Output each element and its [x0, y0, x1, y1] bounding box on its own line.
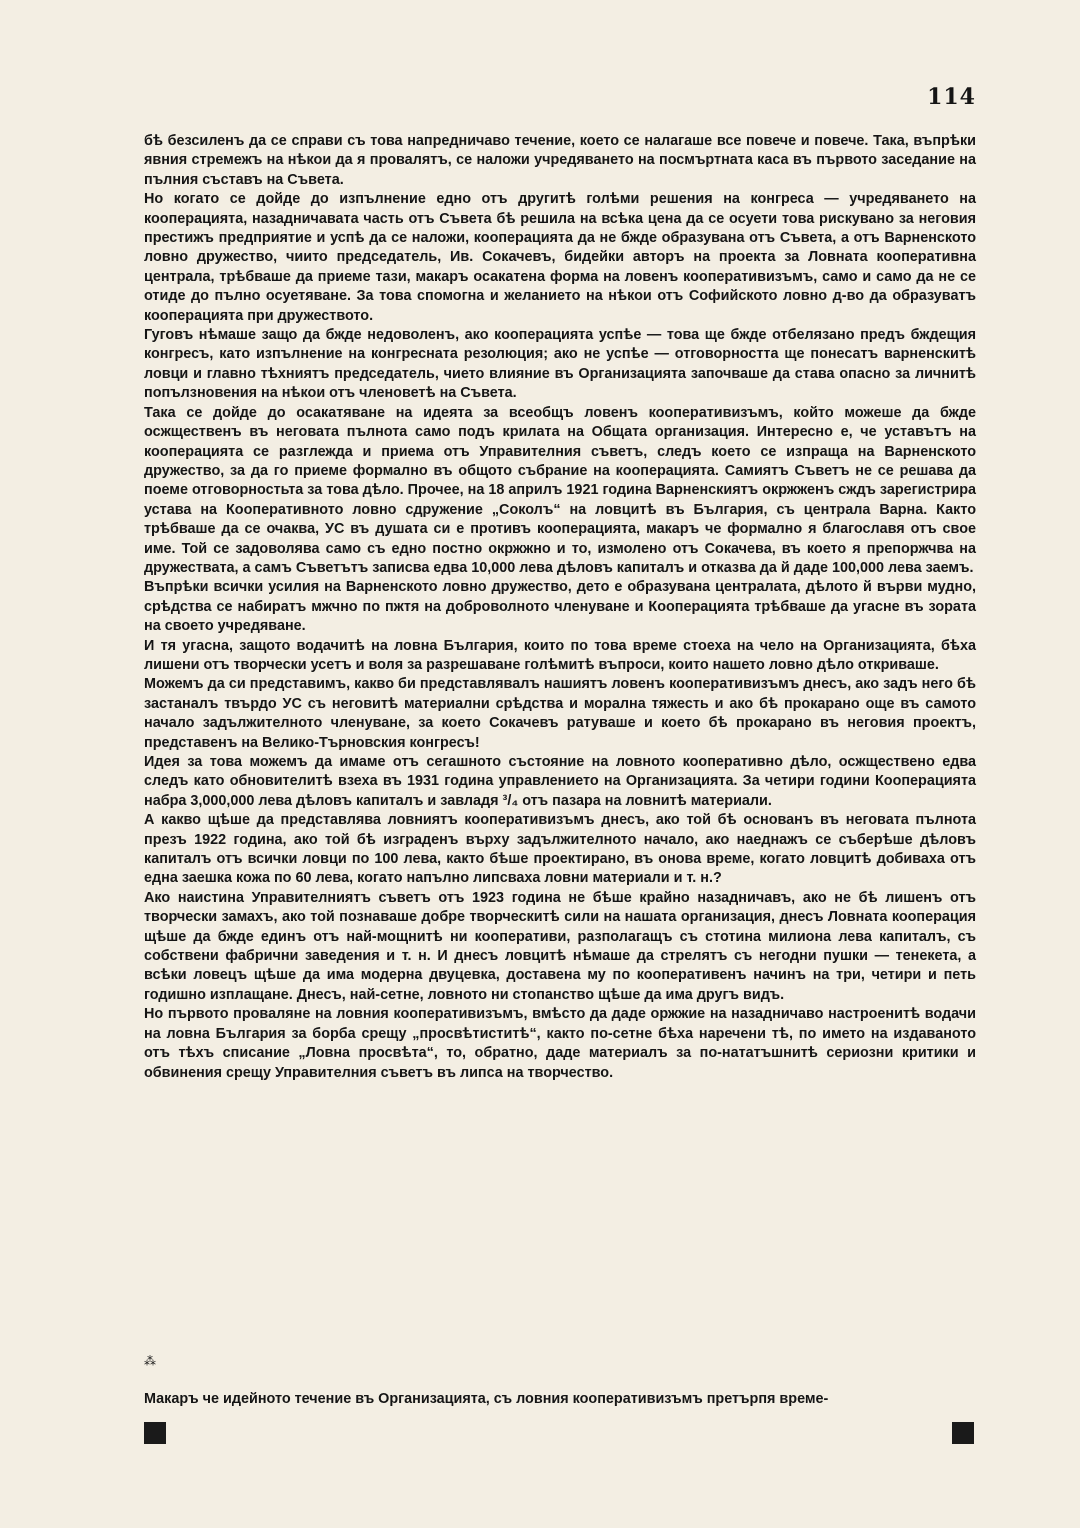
paragraph: Можемъ да си представимъ, какво би представлявалъ нашиятъ ловенъ кооперативизъмъ днесъ, ако задъ него бѣ застаналъ твърдо УС съ неговитѣ материални срѣдства и морална тяжесть и ако бѣ прокарано още въ самото начало задължителното членуване, за което Сокачевъ ратуваше и което бѣ прокарано въ неговия проектъ, представенъ на Велико-Търновския конгресъ! [144, 676, 976, 751]
registration-mark-left [144, 1422, 166, 1444]
body-text [144, 132, 976, 1083]
paragraph: Но когато се дойде до изпълнение едно отъ другитѣ голѣми решения на конгреса — учредяването на кооперацията, назадничавата часть отъ Съвета бѣ решила на всѣка цена да се осуети това рискувано за неговия престижъ предприятие и успѣ да се наложи, кооперацията да не бжде образувана отъ Съвета, а отъ Варненското ловно дружество, чиито председатель, Ив. Сокачевъ, бидейки авторъ на проекта за Ловната кооперативна централа, трѣбваше да приеме тази, макаръ осакатена форма на ловенъ кооперативизъмъ, само и само да не се отиде до пълно осуетяване. За това спомогна и желанието на нѣкои отъ Софийското ловно д-во да образуватъ кооперацията при дружеството. [144, 191, 976, 324]
paragraph: А какво щѣше да представлява ловниятъ кооперативизъмъ днесъ, ако той бѣ основанъ въ неговата пълнота презъ 1922 година, ако той бѣ изграденъ върху задължителното начало, ако наеднажъ се съберѣше дѣловъ капиталъ отъ всички ловци по 100 лева, както бѣше проектирано, въ онова време, когато ловцитѣ добиваха отъ една заешка кожа по 60 лева, когато напълно липсваха ловни материали и т. н.? [144, 812, 976, 887]
paragraph: Ако наистина Управителниятъ съветъ отъ 1923 година не бѣше крайно назадничавъ, ако не бѣ лишенъ отъ творчески замахъ, ако той познаваше добре творческитѣ сили на нашата организация, днесъ Ловната кооперация щѣше да бжде единъ отъ най-мощнитѣ ни кооперативи, разполагащъ съ стотина милиона лева капиталъ, съ собствени фабрични заведения и т. н. И днесъ ловцитѣ нѣмаше да стрелятъ съ негодни пушки — тенекета, а всѣки ловецъ щѣше да има модерна двуцевка, доставена му по кооперативенъ начинъ на три, четири и петь годишно изплащане. Днесъ, най-сетне, ловното ни стопанство щѣше да има другъ видъ. [144, 889, 976, 1003]
closing-text [144, 1390, 976, 1409]
section-ornament: ⁂ [144, 1354, 156, 1368]
paragraph: Гуговъ нѣмаше защо да бжде недоволенъ, ако кооперацията успѣе — това ще бжде отбелязано предъ бждещия конгресъ, като изпълнение на конгресната резолюция; ако не успѣе — отговорността ще понесатъ варненскитѣ ловци и главно тѣхниятъ председатель, чието влияние въ Организацията започваше да става опасно за личнитѣ попълзновения на нѣкои отъ членоветѣ на Съвета. [144, 327, 976, 402]
paragraph: Макаръ че идейното течение въ Организацията, съ ловния кооперативизъмъ претърпя време- [144, 1391, 829, 1407]
paragraph: Идея за това можемъ да имаме отъ сегашното състояние на ловното кооперативно дѣло, осжществено едва следъ като обновителитѣ взеха въ 1931 година управлението на Организацията. За четири години Кооперацията набра 3,000,000 лева дѣловъ капиталъ и завладя ³/₄ отъ пазара на ловнитѣ материали. [144, 754, 976, 809]
paragraph: Така се дойде до осакатяване на идеята за всеобщъ ловенъ кооперативизъмъ, който можеше да бжде осжщественъ въ неговата пълнота само подъ крилата на Общата организация. Интересно е, че уставътъ на кооперацията се разглежда и приема отъ Управителния съветъ, следъ което се изпраща на Варненското дружество, за да го приеме формално въ общото събрание на кооперацията. Самиятъ Съветъ не се решава да поеме отговорностьта за това дѣло. Прочее, на 18 априлъ 1921 година Варненскиятъ окржженъ сждъ зарегистрира устава на Кооперативното ловно сдружение „Соколъ“ на ловцитѣ въ България, съ централа Варна. Както трѣбваше да се очаква, УС въ душата си е противъ кооперацията, макаръ че формално я благославя отъ свое име. Той се задоволява само съ едно постно окржжно и то, измолено отъ Сокачева, въ което я препоржчва на дружествата, а самъ Съветътъ записва едва 10,000 лева дѣловъ капиталъ и отказва да й даде 100,000 лева заемъ. [144, 404, 976, 576]
paragraph: И тя угасна, защото водачитѣ на ловна България, които по това време стоеха на чело на Организацията, бѣха лишени отъ творчески усетъ и воля за разрешаване голѣмитѣ въпроси, които нашето ловно дѣло откриваше. [144, 637, 976, 673]
paragraph: Но първото проваляне на ловния кооперативизъмъ, вмѣсто да даде оржжие на назадничаво настроенитѣ водачи на ловна България за борба срещу „просвѣтиститѣ“, както по-сетне бѣха наречени тѣ, по името на издаваното отъ тѣхъ списание „Ловна просвѣта“, то, обратно, даде материалъ за по-нататъшнитѣ сериозни критики и обвинения срещу Управителния съветъ въ липса на творчество. [144, 1006, 976, 1081]
registration-mark-right [952, 1422, 974, 1444]
page-number: 114 [927, 84, 976, 110]
paragraph: Въпрѣки всички усилия на Варненското ловно дружество, дето е образувана централата, дѣлото й върви мудно, срѣдства се набиратъ мжчно по пжтя на доброволното членуване и Кооперацията трѣбваше да угасне въ зората на своето учредяване. [144, 579, 976, 635]
paragraph: бѣ безсиленъ да се справи съ това напредничаво течение, което се налагаше все повече и повече. Така, въпрѣки явния стремежъ на нѣкои да я провалятъ, се наложи учредяването на посмъртната каса въ първото заседание на пълния съставъ на Съвета. [144, 133, 976, 188]
